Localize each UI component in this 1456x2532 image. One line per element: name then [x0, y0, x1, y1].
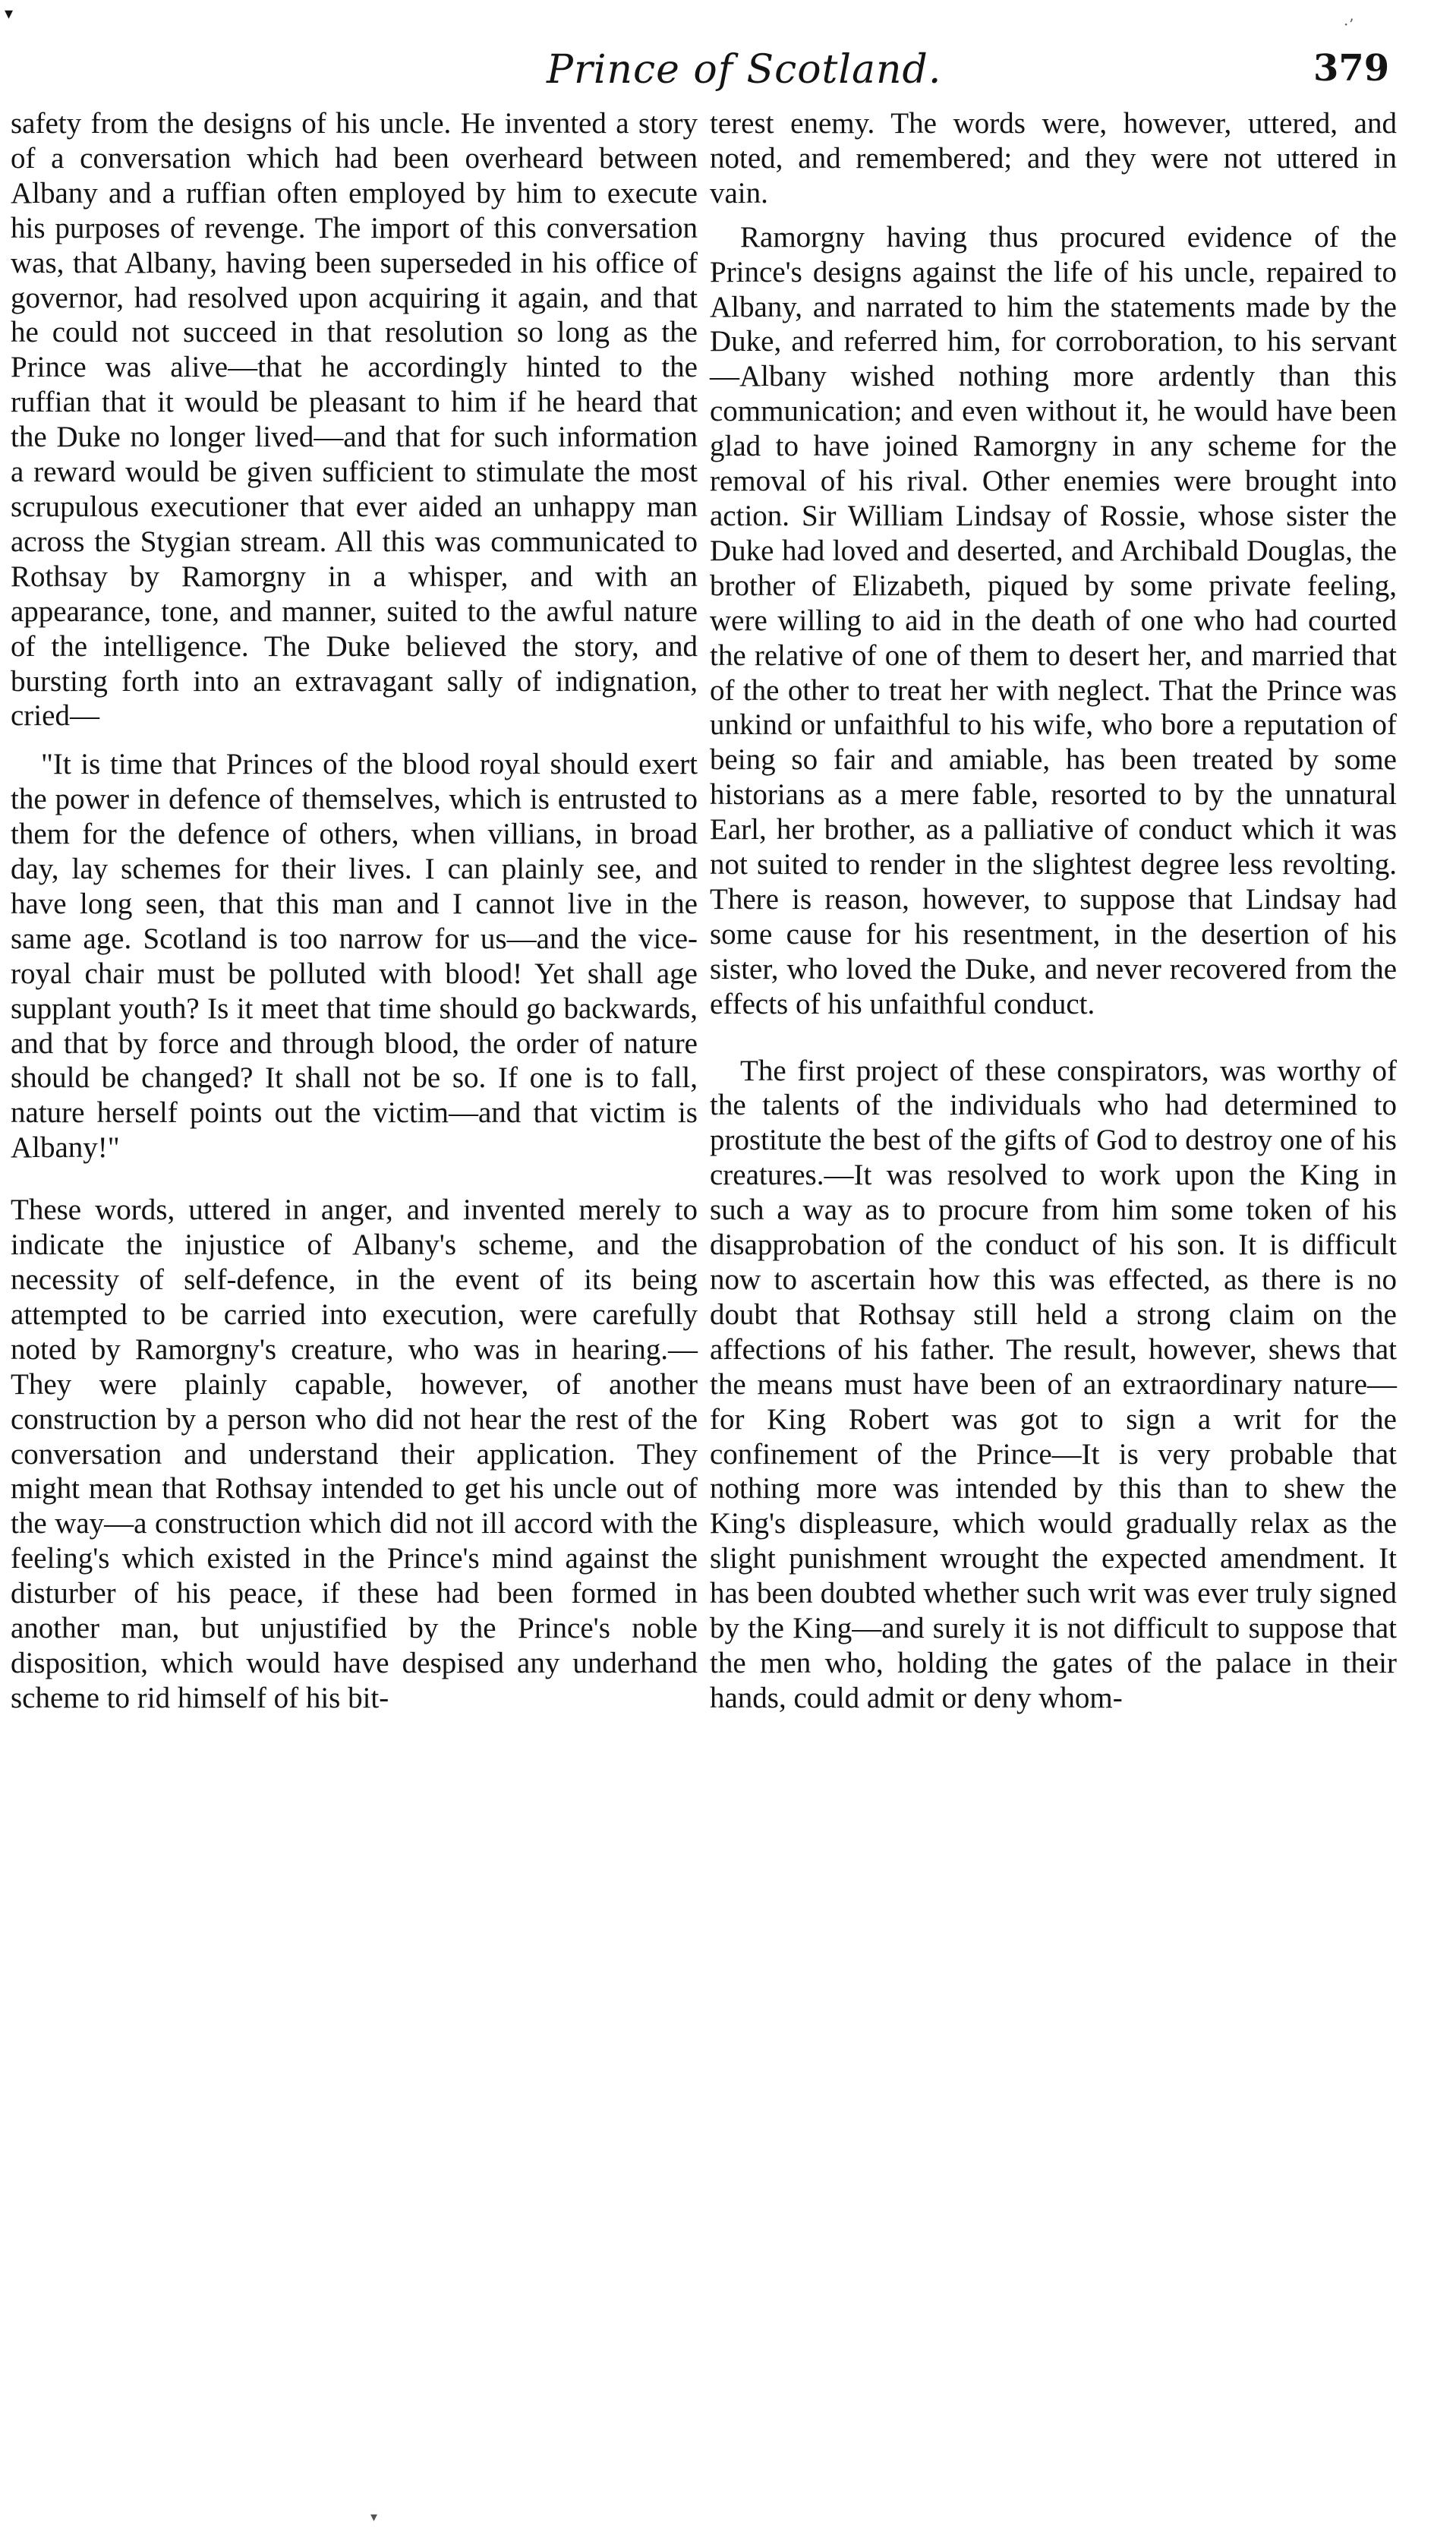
- page-header: [0, 47, 1456, 115]
- paragraph: These words, uttered in anger, and invented merely to indicate the injustice of Albany's scheme, and the necessity of self-defence, in the event of its being attempted to be carried into execution, were carefully noted by Ramorgny's creature, who was in hearing.—They were plainly capable, however, of another construction by a person who did not hear the rest of the conversation and understand their application. They might mean that Rothsay intended to get his uncle out of the way—a construction which did not ill accord with the feeling's which existed in the Prince's mind against the disturber of his peace, if these had been formed in another man, but unjustified by the Prince's noble disposition, which would have despised any underhand scheme to rid himself of his bit-: [11, 1193, 698, 1714]
- bottom-mark: ▾: [370, 2509, 378, 2525]
- quoted-speech: "It is time that Princes of the blood royal should exert the power in defence of themselves, which is entrusted to them for the defence of others, when villians, in broad day, lay schemes for their lives. I can plainly see, and have long seen, that this man and I cannot live in the same age. Scotland is too narrow for us—and the vice-royal chair must be polluted with blood! Yet shall age supplant youth? Is it meet that time should go backwards, and that by force and through blood, the order of nature should be changed? It shall not be so. If one is to fall, nature herself points out the victim—and that victim is Albany!": [11, 748, 698, 1165]
- paragraph: The first project of these conspirators, was worthy of the talents of the individuals who had determined to prostitute the best of the gifts of God to destroy one of his creatures.—It was resolved to work upon the King in such a way as to procure from him some token of his disapprobation of the conduct of his son. It is difficult now to ascertain how this was effected, as there is no doubt that Rothsay still held a strong claim on the affections of his father. The result, however, shews that the means must have been of an extraordinary nature—for King Robert was got to sign a writ for the confinement of the Prince—It is very probable that nothing more was intended by this than to shew the King's displeasure, which would gradually relax as the slight punishment wrought the expected amendment. It has been doubted whether such writ was ever truly signed by the King—and surely it is not difficult to suppose that the men who, holding the gates of the palace in their hands, could admit or deny whom-: [710, 1054, 1397, 1714]
- running-title: Prince of Scotland.: [547, 47, 942, 93]
- ink-smudge: ·ʼ: [1344, 15, 1354, 33]
- left-column: [11, 106, 698, 1716]
- paragraph: Ramorgny having thus procured evidence of the Prince's designs against the life of his uncle, repaired to Albany, and narrated to him the statements made by the Duke, and referred him, for corroboration, to his servant—Albany wished nothing more ardently than this communication; and even without it, he would have been glad to have joined Ramorgny in any scheme for the removal of his rival. Other enemies were brought into action. Sir William Lindsay of Rossie, whose sister the Duke had loved and deserted, and Archibald Douglas, the brother of Elizabeth, piqued by some private feeling, were willing to aid in the death of one who had courted the relative of one of them to desert her, and married that of the other to treat her with neglect. That the Prince was unkind or unfaithful to his wife, who bore a reputation of being so fair and amiable, has been treated by some historians as a mere fable, resorted to by the unnatural Earl, her brother, as a palliative of conduct which it was not suited to render in the slightest degree less revolting. There is reason, however, to suppose that Lindsay had some cause for his resentment, in the desertion of his sister, who loved the Duke, and never recovered from the effects of his unfaithful conduct.: [710, 220, 1397, 1020]
- corner-mark: ▾: [5, 5, 14, 24]
- paragraph: safety from the designs of his uncle. He invented a story of a conversation which had been overheard between Albany and a ruffian often employed by him to execute his purposes of revenge. The import of this conversation was, that Albany, having been superseded in his office of governor, had resolved upon acquiring it again, and that he could not succeed in that resolution so long as the Prince was alive—that he accordingly hinted to the ruffian that it would be pleasant to him if he heard that the Duke no longer lived—and that for such information a reward would be given sufficient to stimulate the most scrupulous executioner that ever aided an unhappy man across the Stygian stream. All this was communicated to Rothsay by Ramorgny in a whisper, and with an appearance, tone, and manner, suited to the awful nature of the intelligence. The Duke believed the story, and bursting forth into an extravagant sally of indignation, cried—: [11, 107, 698, 733]
- right-column: [710, 106, 1397, 1716]
- paragraph: terest enemy. The words were, however, uttered, and noted, and remembered; and they were not uttered in vain.: [710, 107, 1397, 210]
- page-number: 379: [1313, 47, 1390, 90]
